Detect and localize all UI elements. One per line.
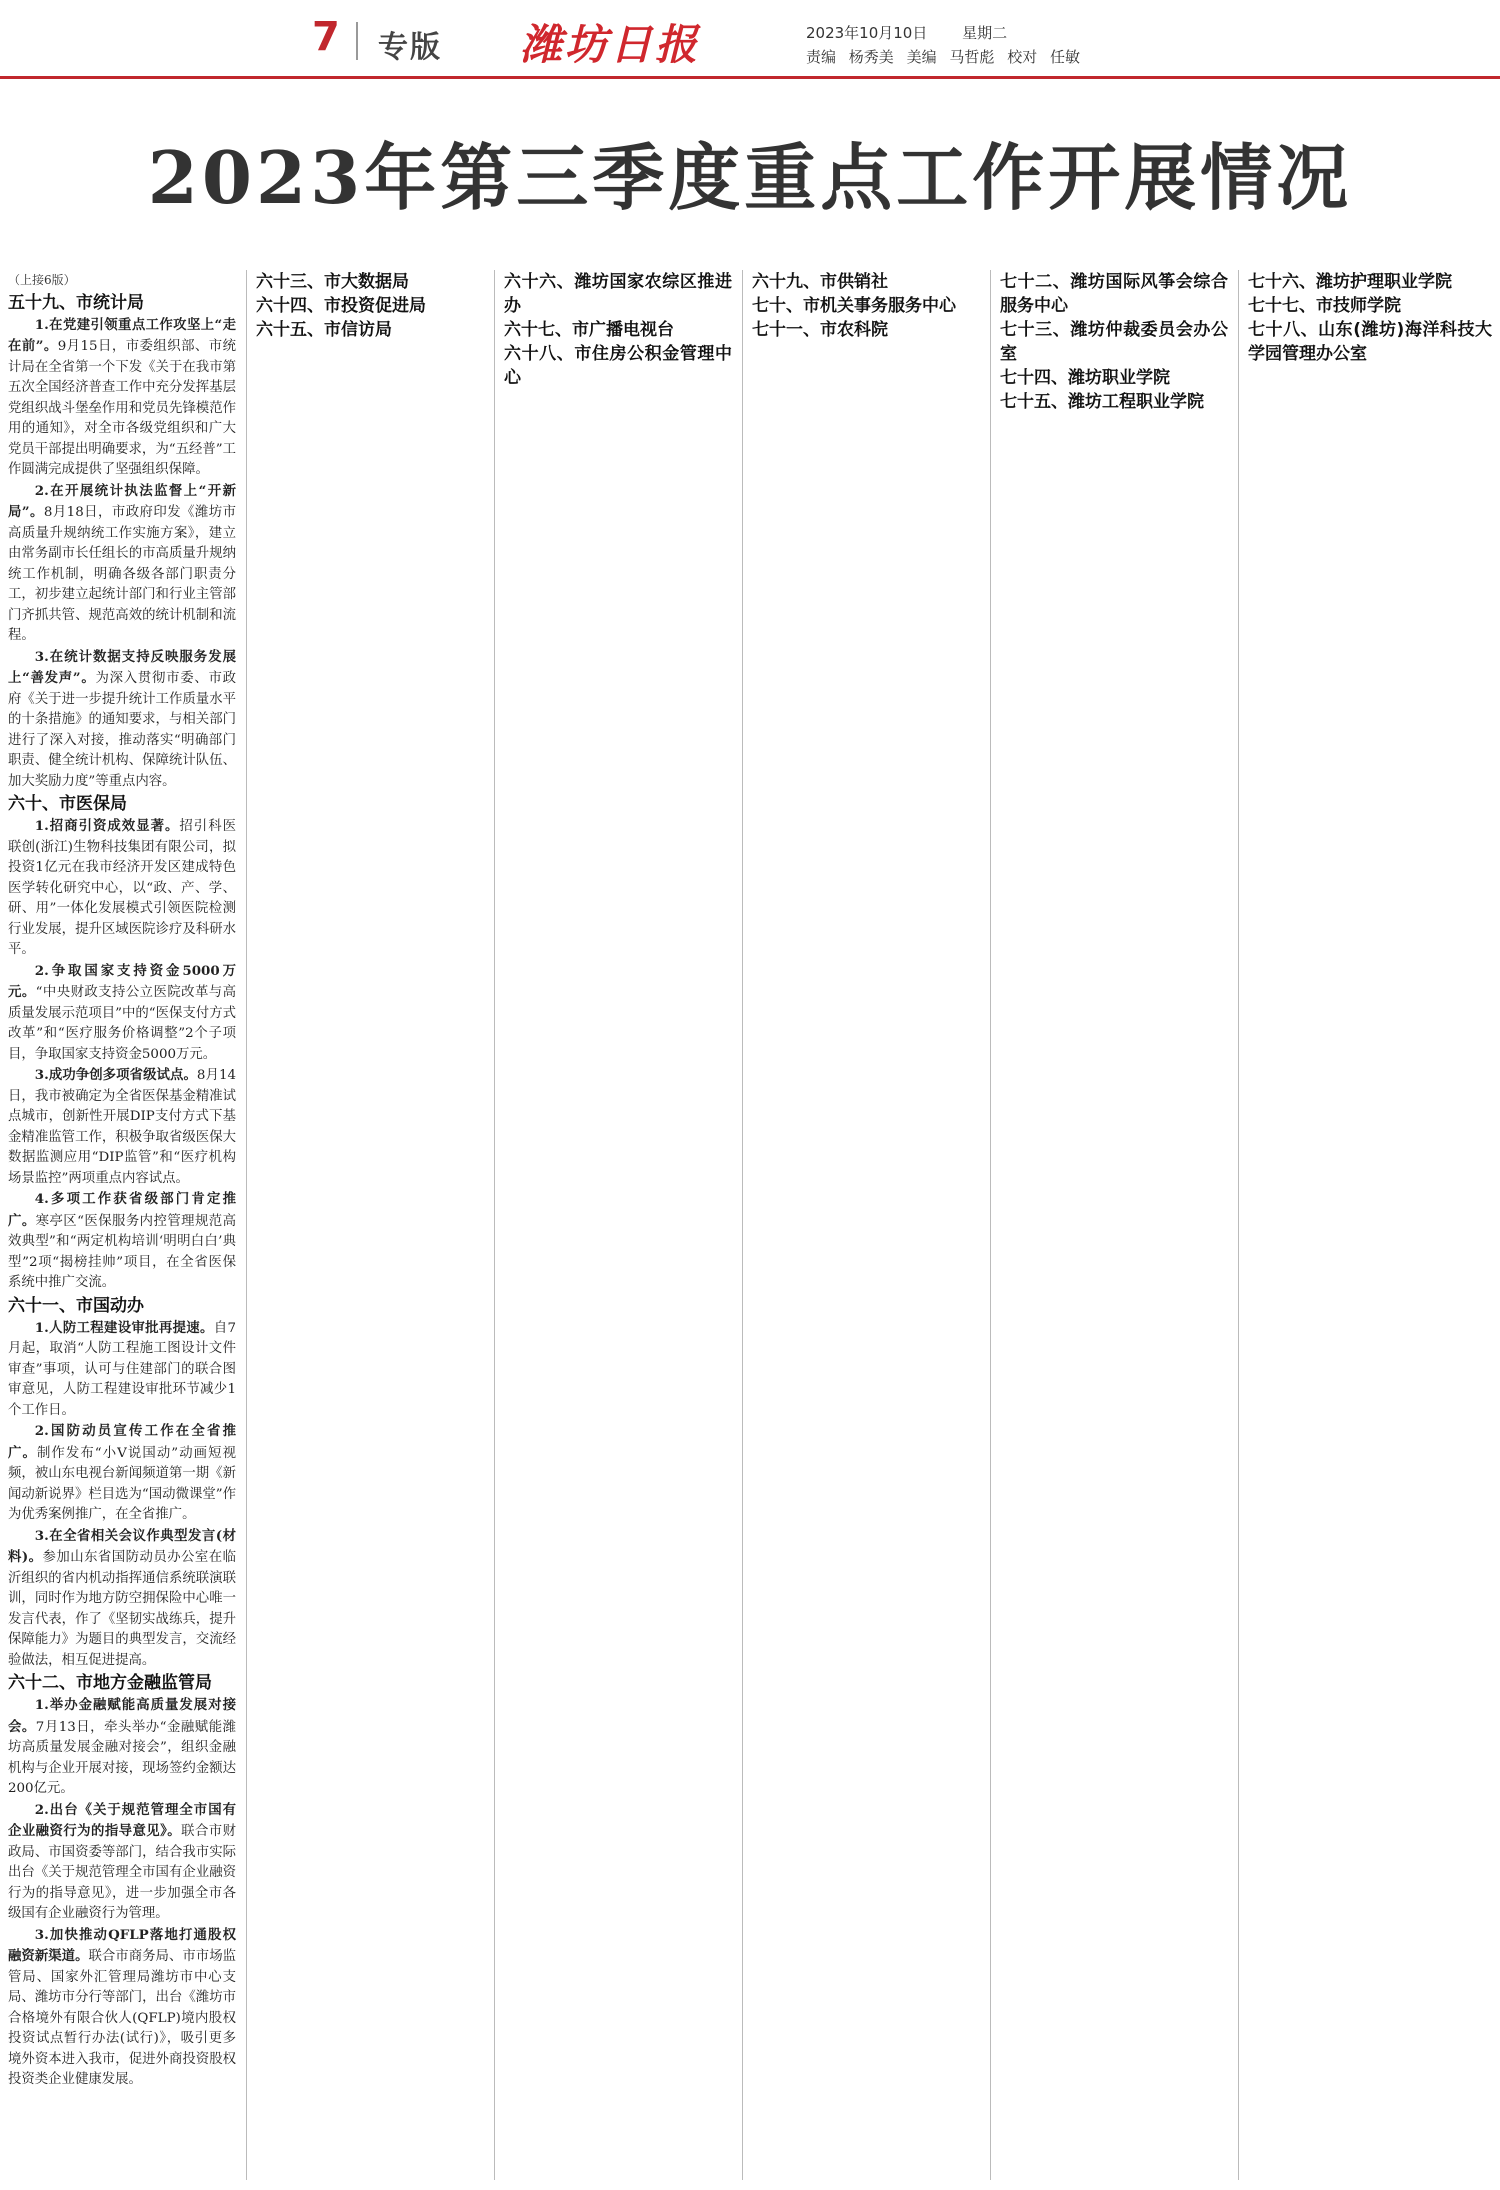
paragraph-text: 参加山东省国防动员办公室在临沂组织的省内机动指挥通信系统联演联训，同时作为地方防空拥保险中心唯一发言代表，作了《坚韧实战练兵，提升保障能力》为题目的典型发言，交流经验做法，相互促进提高。 — [8, 1550, 236, 1668]
section-heading: 六十五、市信访局 — [256, 320, 392, 340]
article-paragraph — [8, 315, 236, 481]
article-paragraph — [8, 647, 236, 793]
column-divider — [990, 270, 991, 2180]
section-heading: 六十三、市大数据局 — [256, 272, 409, 292]
section-heading: 六十六、潍坊国家农综区推进办 — [504, 272, 732, 316]
section-heading: 六十七、市广播电视台 — [504, 320, 674, 340]
section-heading: 六十四、市投资促进局 — [256, 296, 426, 316]
article-column — [1248, 270, 1492, 2180]
paragraph-lead: 2.争取国家支持资金5000万元。 — [8, 962, 236, 1000]
paragraph-lead: 3.成功争创多项省级试点。 — [34, 1067, 197, 1083]
section-heading: 六十二、市地方金融监管局 — [8, 1673, 212, 1693]
page-headline: 2023年第三季度重点工作开展情况 — [147, 135, 1353, 220]
section-heading: 七十七、市技师学院 — [1248, 296, 1401, 316]
article-paragraph — [8, 1526, 236, 1672]
article-paragraph — [8, 961, 236, 1066]
section-heading: 七十一、市农科院 — [752, 320, 888, 340]
paragraph-lead: 4.多项工作获省级部门肯定推广。 — [8, 1191, 236, 1229]
column-divider — [246, 270, 247, 2180]
paragraph-text: 9月15日，市委组织部、市统计局在全省第一个下发《关于在我市第五次全国经济普查工作中充分发挥基层党组织战斗堡垒作用和党员先锋模范作用的通知》，对全市各级党组织和广大党员干部提出明确要求，为“五经普”工作圆满完成提供了坚强组织保障。 — [8, 339, 236, 477]
paragraph-lead: 3.在统计数据支持反映服务发展上“善发声”。 — [8, 648, 236, 686]
paragraph-text: 7月13日，牵头举办“金融赋能潍坊高质量发展金融对接会”，组织金融机构与企业开展对接，现场签约金额达200亿元。 — [8, 1719, 236, 1796]
paragraph-lead: 1.在党建引领重点工作攻坚上“走在前”。 — [8, 316, 236, 354]
page-number: 7 — [312, 14, 340, 60]
paragraph-lead: 2.出台《关于规范管理全市国有企业融资行为的指导意见》。 — [8, 1801, 236, 1839]
editor-credit-label: 责编 — [806, 48, 837, 66]
editor-credit-label: 校对 — [1007, 48, 1038, 66]
article-paragraph — [8, 1925, 236, 2091]
paragraph-lead: 3.在全省相关会议作典型发言(材料)。 — [8, 1527, 236, 1565]
section-heading: 七十三、潍坊仲裁委员会办公室 — [1000, 320, 1228, 364]
article-column — [752, 270, 980, 2180]
section-heading: 五十九、市统计局 — [8, 292, 144, 313]
section-heading: 七十、市机关事务服务中心 — [752, 296, 956, 316]
paragraph-text: 招引科医联创(浙江)生物科技集团有限公司，拟投资1亿元在我市经济开发区建成特色医学转化研究中心，以“政、产、学、研、用”一体化发展模式引领医院检测行业发展，提升区域医院诊疗及科研水平。 — [8, 819, 236, 957]
article-column — [1000, 270, 1228, 2180]
masthead — [0, 0, 1500, 74]
article-paragraph — [8, 1318, 236, 1422]
article-paragraph — [8, 1421, 236, 1526]
paper-logo: 潍坊日报 — [520, 20, 701, 69]
section-heading: 七十二、潍坊国际风筝会综合服务中心 — [1000, 272, 1228, 316]
issue-date-line — [806, 22, 1037, 43]
section-name: 专版 — [378, 30, 442, 65]
article-column — [256, 270, 484, 2180]
issue-weekday: 星期二 — [962, 24, 1008, 42]
paragraph-text: 为深入贯彻市委、市政府《关于进一步提升统计工作质量水平的十条措施》的通知要求，与相关部门进行了深入对接，推动落实“明确部门职责、健全统计机构、保障统计队伍、加大奖励力度”等重点内容。 — [8, 671, 236, 789]
column-divider — [494, 270, 495, 2180]
article-paragraph — [8, 1800, 236, 1925]
article-column — [8, 270, 236, 2180]
editor-credit-name: 杨秀美 — [848, 48, 894, 66]
paragraph-lead: 2.在开展统计执法监督上“开新局”。 — [8, 482, 236, 520]
paragraph-lead: 1.招商引资成效显著。 — [34, 818, 180, 834]
article-paragraph — [8, 481, 236, 647]
editor-credit-name: 马哲彪 — [949, 48, 995, 66]
paragraph-text: 联合市财政局、市国资委等部门，结合我市实际出台《关于规范管理全市国有企业融资行为的指导意见》，进一步加强全市各级国有企业融资行为管理。 — [8, 1824, 236, 1921]
masthead-divider — [356, 22, 358, 60]
continued-note: （上接6版） — [8, 273, 76, 287]
article-columns — [8, 270, 1492, 2180]
paragraph-text: “中央财政支持公立医院改革与高质量发展示范项目”中的“医保支付方式改革”和“医疗服务价格调整”2个子项目，争取国家支持资金5000万元。 — [8, 985, 236, 1062]
section-heading: 六十一、市国动办 — [8, 1295, 144, 1316]
paragraph-lead: 1.举办金融赋能高质量发展对接会。 — [8, 1697, 236, 1735]
paragraph-lead: 1.人防工程建设审批再提速。 — [34, 1319, 214, 1336]
section-heading: 七十八、山东(潍坊)海洋科技大学园管理办公室 — [1248, 320, 1492, 364]
masthead-rule — [0, 76, 1500, 79]
section-heading: 七十五、潍坊工程职业学院 — [1000, 392, 1204, 412]
paragraph-text: 8月14日，我市被确定为全省医保基金精准试点城市，创新性开展DIP支付方式下基金精准监管工作，积极争取省级医保大数据监测应用“DIP监管”和“医疗机构场景监控”两项重点内容试点。 — [8, 1068, 236, 1186]
section-heading: 六十九、市供销社 — [752, 272, 888, 292]
section-heading: 七十四、潍坊职业学院 — [1000, 368, 1170, 388]
section-heading: 七十六、潍坊护理职业学院 — [1248, 272, 1452, 292]
section-heading: 六十、市医保局 — [8, 794, 127, 814]
article-paragraph — [8, 816, 236, 961]
paragraph-lead: 2.国防动员宣传工作在全省推广。 — [8, 1423, 236, 1461]
editor-credit-label: 美编 — [906, 48, 937, 66]
paragraph-text: 联合市商务局、市市场监管局、国家外汇管理局潍坊市中心支局、潍坊市分行等部门，出台《潍坊市合格境外有限合伙人(QFLP)境内股权投资试点暂行办法(试行)》，吸引更多境外资本进入我市，促进外商投资股权投资类企业健康发展。 — [8, 1949, 236, 2087]
column-divider — [742, 270, 743, 2180]
paragraph-lead: 3.加快推动QFLP落地打通股权融资新渠道。 — [8, 1926, 236, 1964]
paragraph-text: 寒亭区“医保服务内控管理规范高效典型”和“两定机构培训‘明明白白’典型”2项“揭榜挂帅”项目，在全省医保系统中推广交流。 — [8, 1213, 236, 1290]
article-column — [504, 270, 732, 2180]
editor-credit-name: 任敏 — [1049, 48, 1080, 66]
issue-date: 2023年10月10日 — [806, 24, 928, 42]
column-divider — [1238, 270, 1239, 2180]
paragraph-text: 制作发布“小V说国动”动画短视频，被山东电视台新闻频道第一期《新闻动新说界》栏目选为“国动微课堂”作为优秀案例推广，在全省推广。 — [8, 1445, 236, 1522]
editor-credits — [806, 46, 1088, 67]
paragraph-text: 自7月起，取消“人防工程施工图设计文件审查”事项，认可与住建部门的联合图审意见，人防工程建设审批环节减少1个工作日。 — [8, 1320, 236, 1418]
paragraph-text: 8月18日，市政府印发《潍坊市高质量升规纳统工作实施方案》，建立由常务副市长任组长的市高质量升规纳统工作机制，明确各级各部门职责分工，初步建立起统计部门和行业主管部门齐抓共管、规范高效的统计机制和流程。 — [8, 505, 236, 643]
article-paragraph — [8, 1189, 236, 1294]
section-heading: 六十八、市住房公积金管理中心 — [504, 344, 732, 388]
article-paragraph — [8, 1065, 236, 1189]
article-paragraph — [8, 1695, 236, 1800]
